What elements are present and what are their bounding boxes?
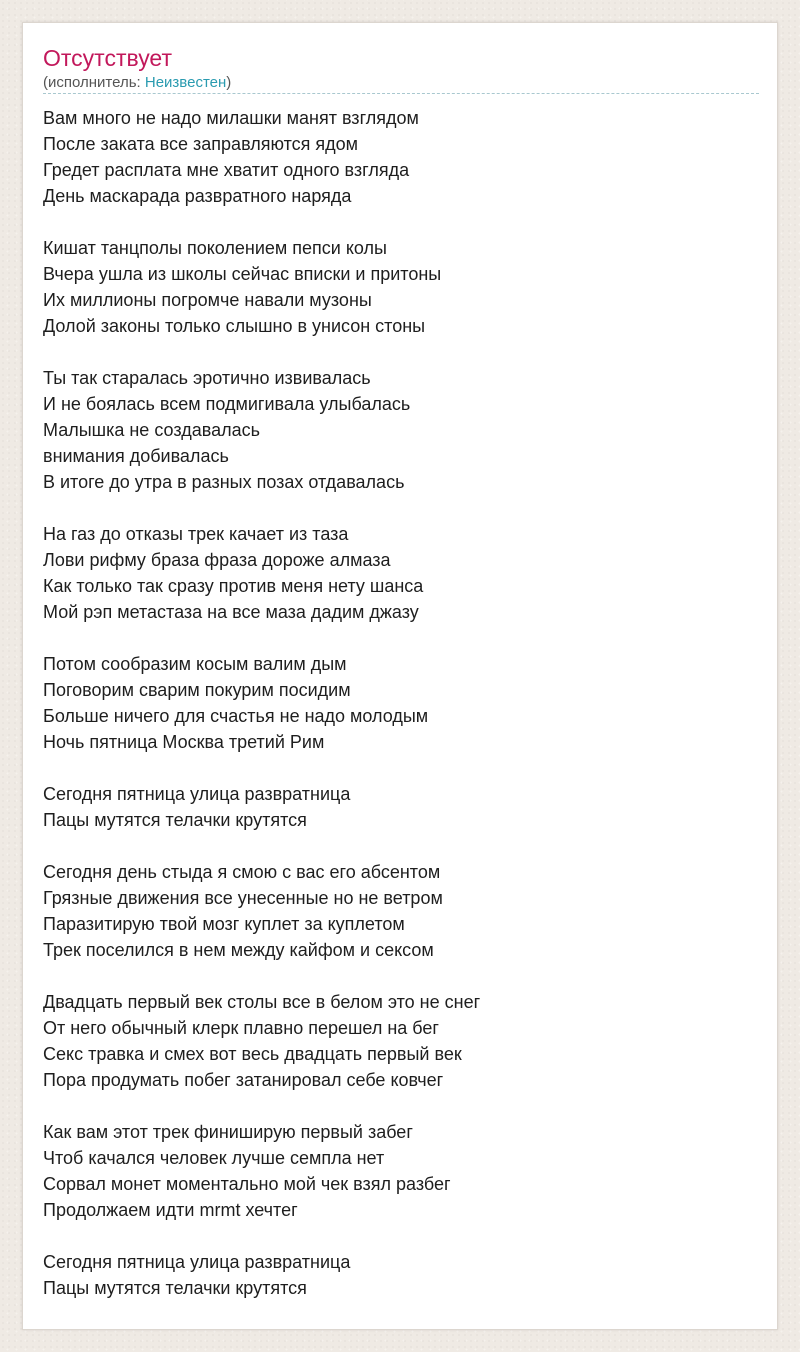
lyric-line: Пацы мутятся телачки крутятся bbox=[43, 810, 307, 830]
lyric-line: День маскарада развратного наряда bbox=[43, 186, 352, 206]
lyrics-stanza bbox=[43, 1119, 759, 1223]
lyric-line: Продолжаем идти mrmt хечтег bbox=[43, 1200, 298, 1220]
lyric-line: Лови рифму браза фраза дороже алмаза bbox=[43, 550, 391, 570]
artist-line bbox=[43, 73, 231, 93]
lyric-line: В итоге до утра в разных позах отдавалась bbox=[43, 472, 405, 492]
lyric-line: Кишат танцполы поколением пепси колы bbox=[43, 238, 387, 258]
lyrics-stanza bbox=[43, 859, 759, 963]
lyrics-stanza bbox=[43, 1249, 759, 1301]
title-divider bbox=[43, 93, 759, 94]
lyric-line: После заката все заправляются ядом bbox=[43, 134, 358, 154]
lyric-line: Сегодня пятница улица развратница bbox=[43, 1252, 351, 1272]
lyric-line: Пора продумать побег затанировал себе ковчег bbox=[43, 1070, 444, 1090]
lyric-line: Сорвал монет моментально мой чек взял разбег bbox=[43, 1174, 451, 1194]
lyric-line: Вам много не надо милашки манят взглядом bbox=[43, 108, 419, 128]
lyric-line: Как вам этот трек финиширую первый забег bbox=[43, 1122, 413, 1142]
lyric-line: Долой законы только слышно в унисон стоны bbox=[43, 316, 426, 336]
lyric-line: Ночь пятница Москва третий Рим bbox=[43, 732, 325, 752]
lyrics-stanza bbox=[43, 235, 759, 339]
lyrics-stanza bbox=[43, 781, 759, 833]
lyric-line: Поговорим сварим покурим посидим bbox=[43, 680, 351, 700]
lyrics-stanza bbox=[43, 105, 759, 209]
lyric-line: Как только так сразу против меня нету шанса bbox=[43, 576, 424, 596]
lyric-line: Вчера ушла из школы сейчас вписки и притоны bbox=[43, 264, 442, 284]
lyrics-stanza bbox=[43, 989, 759, 1093]
lyric-line: Потом сообразим косым валим дым bbox=[43, 654, 347, 674]
lyric-line: Трек поселился в нем между кайфом и сексом bbox=[43, 940, 434, 960]
lyric-line: От него обычный клерк плавно перешел на бег bbox=[43, 1018, 439, 1038]
lyric-line: Ты так старалась эротично извивалась bbox=[43, 368, 371, 388]
song-title: Отсутствует bbox=[43, 45, 172, 71]
artist-link[interactable]: Неизвестен bbox=[144, 74, 227, 91]
lyric-line: Грязные движения все унесенные но не ветром bbox=[43, 888, 443, 908]
lyric-line: Секс травка и смех вот весь двадцать первый век bbox=[43, 1044, 462, 1064]
lyrics-stanza bbox=[43, 365, 759, 495]
lyric-line: Гредет расплата мне хватит одного взгляда bbox=[43, 160, 410, 180]
lyric-line: Чтоб качался человек лучше семпла нет bbox=[43, 1148, 385, 1168]
lyric-line: Паразитирую твой мозг куплет за куплетом bbox=[43, 914, 405, 934]
lyric-line: Малышка не создавалась bbox=[43, 420, 260, 440]
lyric-line: Пацы мутятся телачки крутятся bbox=[43, 1278, 307, 1298]
lyric-line: И не боялась всем подмигивала улыбалась bbox=[43, 394, 411, 414]
lyric-line: Мой рэп метастаза на все маза дадим джазу bbox=[43, 602, 419, 622]
lyric-line: Сегодня день стыда я смою с вас его абсентом bbox=[43, 862, 441, 882]
lyric-line: Двадцать первый век столы все в белом это не снег bbox=[43, 992, 481, 1012]
lyrics-body bbox=[43, 105, 759, 1327]
lyric-line: Их миллионы погромче навали музоны bbox=[43, 290, 372, 310]
lyric-line: На газ до отказы трек качает из таза bbox=[43, 524, 349, 544]
artist-prefix: (исполнитель: bbox=[43, 74, 145, 91]
lyrics-card bbox=[22, 22, 778, 1330]
lyric-line: Сегодня пятница улица развратница bbox=[43, 784, 351, 804]
lyrics-stanza bbox=[43, 521, 759, 625]
lyric-line: внимания добивалась bbox=[43, 446, 229, 466]
lyric-line: Больше ничего для счастья не надо молодым bbox=[43, 706, 429, 726]
lyrics-stanza bbox=[43, 651, 759, 755]
artist-suffix: ) bbox=[226, 74, 232, 91]
